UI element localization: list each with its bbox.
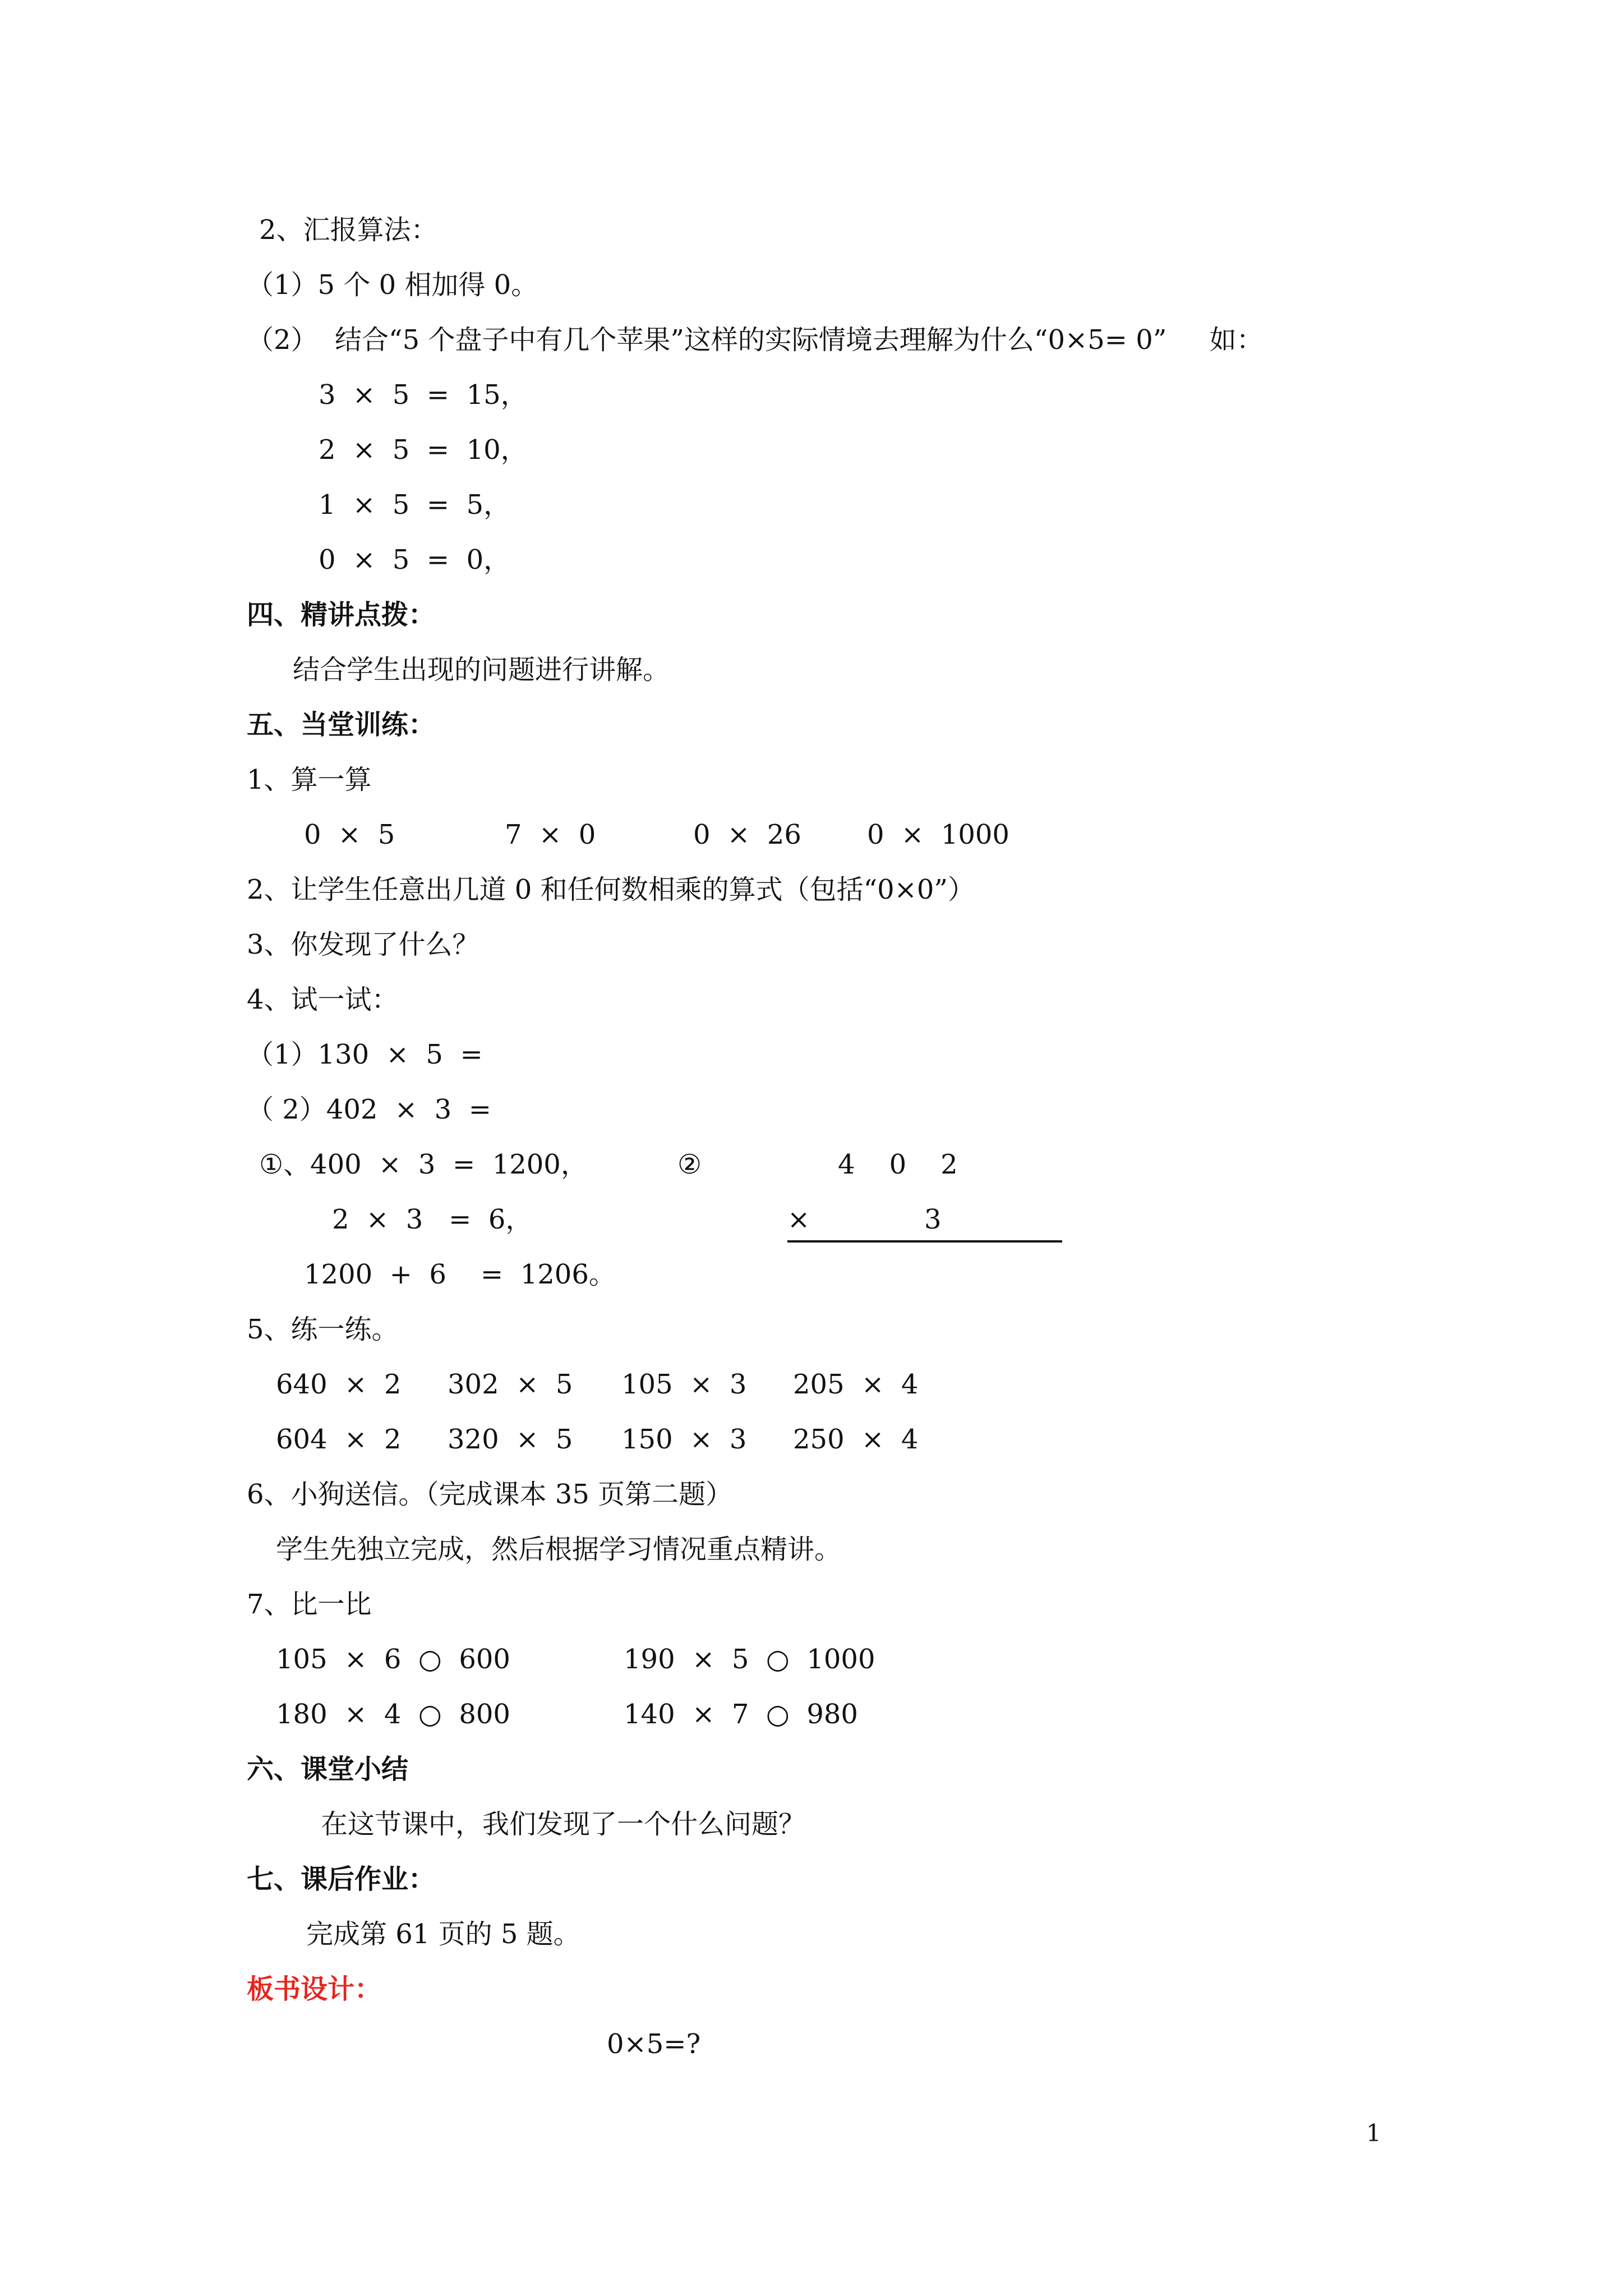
method-b-label: ② (677, 1149, 702, 1180)
exercise-4-heading: 4、试一试： (247, 984, 399, 1015)
calc-item: 0 × 1000 (867, 819, 1009, 850)
practice-item: 640 × 2 (276, 1369, 402, 1400)
vertical-rule (787, 1240, 1062, 1243)
vertical-times-sign: × (787, 1204, 810, 1235)
practice-item: 302 × 5 (448, 1369, 573, 1400)
example-0x5: 0 × 5 = 0， (319, 544, 511, 576)
practice-item: 250 × 4 (793, 1424, 919, 1455)
method-1: （1）5 个 0 相加得 0。 (247, 269, 538, 301)
method-a-step2: 2 × 3 = 6， (332, 1204, 533, 1235)
practice-item: 105 × 3 (621, 1369, 747, 1400)
calc-item: 7 × 0 (505, 819, 596, 850)
calc-item: 0 × 5 (304, 819, 395, 850)
compare-item: 105 × 6 ○ 600 (276, 1644, 510, 1675)
method-2: （2） 结合“5 个盘子中有几个苹果”这样的实际情境去理解为什么“0×5= 0” 如： (247, 324, 1264, 356)
board-design-formula: 0×5=? (607, 2028, 701, 2060)
exercise-7-heading: 7、比一比 (247, 1589, 372, 1620)
compare-item: 190 × 5 ○ 1000 (624, 1644, 875, 1675)
exercise-3: 3、你发现了什么？ (247, 929, 479, 960)
example-3x5: 3 × 5 = 15， (319, 379, 528, 411)
exercise-6: 6、小狗送信。（完成课本 35 页第二题） (247, 1479, 733, 1510)
section-4-heading: 四、精讲点拨： (247, 599, 436, 631)
section-7-text: 完成第 61 页的 5 题。 (306, 1918, 580, 1950)
method-a-step3: 1200 + 6 = 1206。 (304, 1259, 616, 1290)
vertical-multiplier: 3 (924, 1204, 942, 1235)
try-2: （ 2）402 × 3 = (247, 1094, 491, 1125)
example-2x5: 2 × 5 = 10， (319, 434, 528, 466)
section-6-heading: 六、课堂小结 (247, 1754, 409, 1785)
compare-item: 180 × 4 ○ 800 (276, 1699, 510, 1730)
section-5-heading: 五、当堂训练： (247, 709, 436, 740)
compare-item: 140 × 7 ○ 980 (624, 1699, 858, 1730)
section-4-text: 结合学生出现的问题进行讲解。 (293, 654, 670, 685)
step-2-heading: 2、汇报算法： (259, 214, 438, 246)
practice-item: 150 × 3 (621, 1424, 747, 1455)
exercise-1-heading: 1、算一算 (247, 764, 372, 795)
section-7-heading: 七、课后作业： (247, 1864, 436, 1895)
exercise-5-heading: 5、练一练。 (247, 1314, 399, 1345)
practice-item: 205 × 4 (793, 1369, 919, 1400)
vertical-multiplicand: 4 0 2 (838, 1149, 958, 1180)
exercise-2: 2、让学生任意出几道 0 和任何数相乘的算式（包括“0×0”） (247, 874, 975, 905)
try-1: （1）130 × 5 = (247, 1039, 483, 1070)
practice-item: 604 × 2 (276, 1424, 402, 1455)
section-6-text: 在这节课中，我们发现了一个什么问题？ (321, 1809, 806, 1840)
calc-item: 0 × 26 (693, 819, 801, 850)
method-a-step1: ①、400 × 3 = 1200， (259, 1149, 588, 1180)
example-1x5: 1 × 5 = 5， (319, 489, 511, 521)
board-design-heading: 板书设计： (247, 1973, 382, 2005)
exercise-6-note: 学生先独立完成，然后根据学习情况重点精讲。 (276, 1534, 842, 1565)
practice-item: 320 × 5 (448, 1424, 573, 1455)
page-number: 1 (1366, 2119, 1381, 2147)
